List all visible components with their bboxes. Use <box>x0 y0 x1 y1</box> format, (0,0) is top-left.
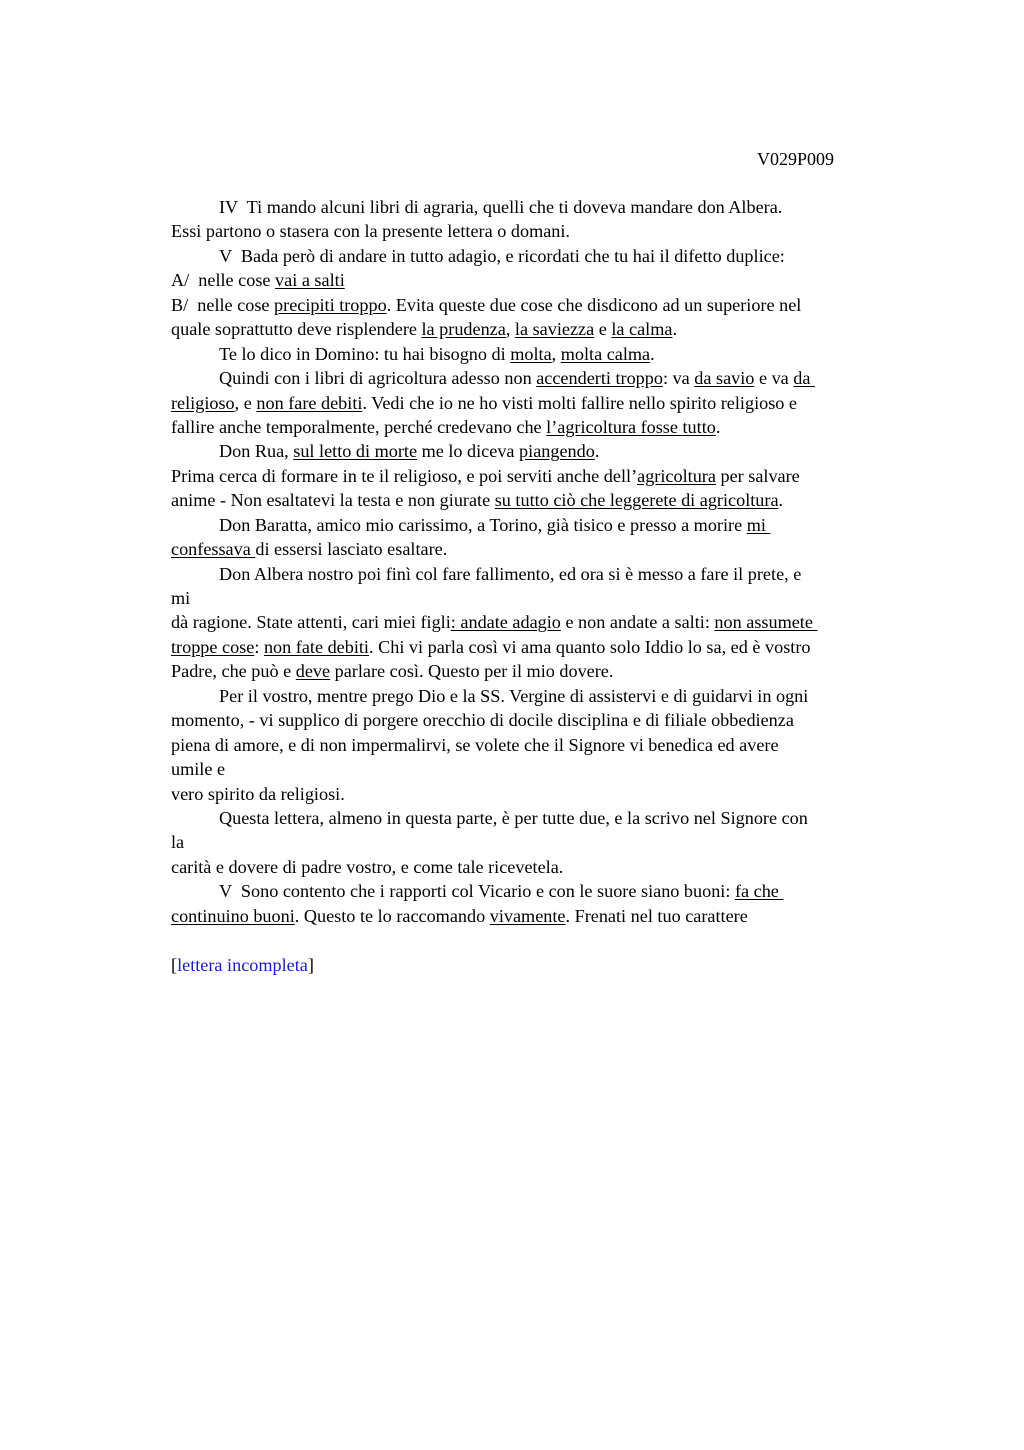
underlined-text: mi <box>746 514 771 535</box>
underlined-text: precipiti troppo <box>274 294 387 315</box>
underlined-text: vai a salti <box>275 270 345 291</box>
underlined-text: : andate adagio <box>450 612 561 633</box>
underlined-text: la saviezza <box>514 319 595 340</box>
text-run: la <box>171 832 185 853</box>
text-line <box>171 708 911 732</box>
text-run: Padre, che può e <box>171 661 296 682</box>
text-run: A/ nelle cose <box>171 270 276 291</box>
text-line <box>171 244 911 268</box>
text-run: B/ nelle cose <box>171 294 275 315</box>
text-run: . Chi vi parla così vi ama quanto solo Iddio lo sa, ed è vostro <box>369 636 811 657</box>
text-run: Don Rua, <box>219 441 294 462</box>
text-line <box>171 537 911 561</box>
text-line <box>171 904 911 928</box>
underlined-text: continuino buoni <box>171 905 295 926</box>
underlined-text: fa che <box>734 881 784 902</box>
note-text: lettera incompleta <box>177 954 308 975</box>
text-line <box>171 391 911 415</box>
text-run: . <box>715 416 721 437</box>
text-run: V Sono contento che i rapporti col Vicario e con le suore siano buoni: <box>219 881 735 902</box>
text-run: . Frenati nel tuo carattere <box>565 905 748 926</box>
text-run: : <box>254 636 264 657</box>
text-line <box>171 855 911 879</box>
text-line <box>171 830 911 854</box>
underlined-text: molta <box>510 343 552 364</box>
underlined-text: su tutto ciò che leggerete di agricoltura <box>494 490 779 511</box>
text-line <box>171 195 911 219</box>
text-line <box>171 488 911 512</box>
letter-lines <box>171 195 911 928</box>
text-run: , e <box>234 392 257 413</box>
text-run: . Vedi che io ne ho visti molti fallire nello spirito religioso e <box>362 392 798 413</box>
note-close-bracket: ] <box>307 954 314 975</box>
text-line <box>171 757 911 781</box>
text-line <box>171 293 911 317</box>
text-run: : va <box>662 368 695 389</box>
underlined-text: sul letto di morte <box>293 441 418 462</box>
text-run: momento, - vi supplico di porgere orecchio di docile disciplina e di filiale obbedienza <box>171 710 794 731</box>
text-line <box>171 659 911 683</box>
text-run: e <box>594 319 612 340</box>
underlined-text: da <box>793 368 816 389</box>
text-run: me lo diceva <box>417 441 520 462</box>
note-open-bracket: [ <box>171 954 178 975</box>
text-run: Quindi con i libri di agricoltura adesso non <box>219 368 537 389</box>
text-line <box>171 635 911 659</box>
underlined-text: non fare debiti <box>256 392 363 413</box>
underlined-text: deve <box>295 661 331 682</box>
text-run: Prima cerca di formare in te il religioso, e poi serviti anche dell’ <box>171 465 638 486</box>
text-line <box>171 342 911 366</box>
text-line <box>171 684 911 708</box>
text-run: dà ragione. State attenti, cari miei figli <box>171 612 451 633</box>
text-run: . <box>778 490 784 511</box>
editorial-note <box>171 953 911 977</box>
text-line <box>171 513 911 537</box>
paragraph-gap <box>171 928 911 952</box>
text-run: carità e dovere di padre vostro, e come tale ricevetela. <box>171 856 564 877</box>
underlined-text: da savio <box>694 368 755 389</box>
text-run: e va <box>754 368 794 389</box>
text-run: V Bada però di andare in tutto adagio, e ricordati che tu hai il difetto duplice: <box>219 245 785 266</box>
underlined-text: l’agricoltura fosse tutto <box>546 416 716 437</box>
letter-body <box>171 195 911 977</box>
text-line <box>171 610 911 634</box>
text-run: piena di amore, e di non impermalirvi, se volete che il Signore vi benedica ed avere <box>171 734 779 755</box>
text-line <box>171 219 911 243</box>
text-run: Questa lettera, almeno in questa parte, è per tutte due, e la scrivo nel Signore con <box>219 807 808 828</box>
text-line <box>171 317 911 341</box>
underlined-text: agricoltura <box>637 465 716 486</box>
underlined-text: confessava <box>171 539 256 560</box>
text-run: per salvare <box>715 465 800 486</box>
underlined-text: vivamente <box>489 905 566 926</box>
text-run: , <box>551 343 561 364</box>
text-line <box>171 366 911 390</box>
text-run: anime - Non esaltatevi la testa e non giurate <box>171 490 495 511</box>
text-run: Per il vostro, mentre prego Dio e la SS. Vergine di assistervi e di guidarvi in ogni <box>219 685 809 706</box>
text-line <box>171 733 911 757</box>
text-run: mi <box>171 588 191 608</box>
text-line <box>171 415 911 439</box>
text-run: . Questo te lo raccomando <box>294 905 490 926</box>
text-run: vero spirito da religiosi. <box>171 783 345 804</box>
text-run: parlare così. Questo per il mio dovere. <box>330 661 614 682</box>
text-line <box>171 268 911 292</box>
text-run: Don Albera nostro poi finì col fare fallimento, ed ora si è messo a fare il prete, e <box>219 563 802 584</box>
text-line <box>171 562 911 586</box>
text-run: . Evita queste due cose che disdicono ad un superiore nel <box>386 294 802 315</box>
text-run: , <box>505 319 515 340</box>
text-run: umile e <box>171 759 226 780</box>
text-run: quale soprattutto deve risplendere <box>171 319 422 340</box>
text-run: Essi partono o stasera con la presente lettera o domani. <box>171 221 570 242</box>
text-run: di essersi lasciato esaltare. <box>255 539 448 560</box>
text-run: e non andate a salti: <box>560 612 715 633</box>
underlined-text: non fate debiti <box>263 636 369 657</box>
text-line <box>171 586 911 610</box>
text-line <box>171 464 911 488</box>
text-line <box>171 439 911 463</box>
underlined-text: piangendo <box>519 441 595 462</box>
text-run: . <box>672 319 677 340</box>
text-run: . <box>594 441 600 462</box>
underlined-text: molta calma <box>560 343 651 364</box>
underlined-text: troppe cose <box>171 636 255 657</box>
text-run: Don Baratta, amico mio carissimo, a Torino, già tisico e presso a morire <box>219 514 747 535</box>
text-run: IV Ti mando alcuni libri di agraria, quelli che ti doveva mandare don Albera. <box>219 197 783 217</box>
text-line <box>171 879 911 903</box>
underlined-text: religioso <box>171 392 235 413</box>
underlined-text: non assumete <box>714 612 818 633</box>
page-identifier: V029P009 <box>757 149 835 169</box>
text-run: . <box>650 343 655 364</box>
text-line <box>171 782 911 806</box>
underlined-text: la calma <box>611 319 673 340</box>
text-run: Te lo dico in Domino: tu hai bisogno di <box>219 343 511 364</box>
underlined-text: la prudenza <box>421 319 506 340</box>
text-run: fallire anche temporalmente, perché credevano che <box>171 416 547 437</box>
text-line <box>171 806 911 830</box>
underlined-text: accenderti troppo <box>536 368 663 389</box>
